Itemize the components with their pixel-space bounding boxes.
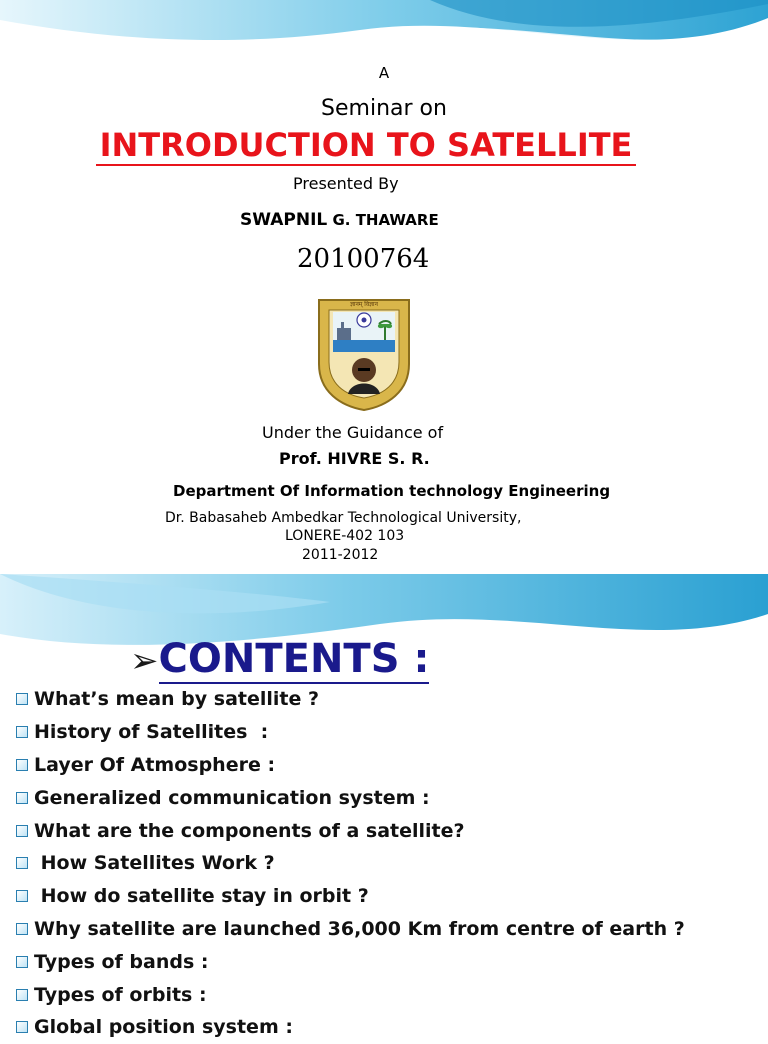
list-item-label: What’s mean by satellite ? xyxy=(34,688,320,711)
university-name: Dr. Babasaheb Ambedkar Technological University, xyxy=(165,510,522,526)
presenter-name xyxy=(240,210,439,230)
checkbox-bullet-icon xyxy=(16,693,28,705)
guide-name: Prof. HIVRE S. R. xyxy=(279,449,430,468)
contents-heading xyxy=(130,636,429,682)
list-item xyxy=(16,814,685,847)
list-item xyxy=(16,880,685,913)
presenter-surname: G. THAWARE xyxy=(327,211,439,229)
university-address: LONERE-402 103 xyxy=(285,528,405,544)
checkbox-bullet-icon xyxy=(16,792,28,804)
list-item-label: How do satellite stay in orbit ? xyxy=(34,885,369,908)
list-item-label: What are the components of a satellite? xyxy=(34,819,465,842)
list-item xyxy=(16,913,685,946)
list-item xyxy=(16,847,685,880)
roll-number: 20100764 xyxy=(297,244,430,274)
contents-list xyxy=(16,683,685,1044)
presenter-first-name: SWAPNIL xyxy=(240,210,328,230)
academic-year: 2011-2012 xyxy=(302,547,379,563)
checkbox-bullet-icon xyxy=(16,956,28,968)
list-item xyxy=(16,749,685,782)
checkbox-bullet-icon xyxy=(16,923,28,935)
list-item xyxy=(16,1011,685,1044)
list-item xyxy=(16,683,685,716)
list-item-label: Types of bands : xyxy=(34,950,209,973)
checkbox-bullet-icon xyxy=(16,989,28,1001)
list-item xyxy=(16,945,685,978)
title-text: INTRODUCTION TO SATELLITE xyxy=(96,126,637,166)
checkbox-bullet-icon xyxy=(16,1021,28,1033)
list-item xyxy=(16,781,685,814)
checkbox-bullet-icon xyxy=(16,759,28,771)
list-item-label: Generalized communication system : xyxy=(34,786,430,809)
list-item xyxy=(16,716,685,749)
list-item-label: Types of orbits : xyxy=(34,983,207,1006)
list-item-label: Global position system : xyxy=(34,1016,293,1039)
department-text: Department Of Information technology Engineering xyxy=(173,482,611,500)
contents-title: CONTENTS : xyxy=(158,636,430,682)
list-item-label: How Satellites Work ? xyxy=(34,852,275,875)
checkbox-bullet-icon xyxy=(16,825,28,837)
svg-text:ज्ञानम् विज्ञान: ज्ञानम् विज्ञान xyxy=(350,301,378,308)
seminar-on-text: Seminar on xyxy=(321,96,447,121)
a-label: A xyxy=(378,64,390,82)
checkbox-bullet-icon xyxy=(16,726,28,738)
list-item-label: History of Satellites : xyxy=(34,721,269,744)
page-title xyxy=(70,126,662,164)
list-item-label: Why satellite are launched 36,000 Km from centre of earth ? xyxy=(34,917,685,940)
university-emblem-icon xyxy=(313,294,415,412)
list-item xyxy=(16,978,685,1011)
checkbox-bullet-icon xyxy=(16,890,28,902)
guidance-label: Under the Guidance of xyxy=(262,423,444,442)
list-item-label: Layer Of Atmosphere : xyxy=(34,753,276,776)
arrow-bullet-icon: ➢ xyxy=(130,641,159,681)
presented-by-text: Presented By xyxy=(293,174,399,193)
checkbox-bullet-icon xyxy=(16,857,28,869)
